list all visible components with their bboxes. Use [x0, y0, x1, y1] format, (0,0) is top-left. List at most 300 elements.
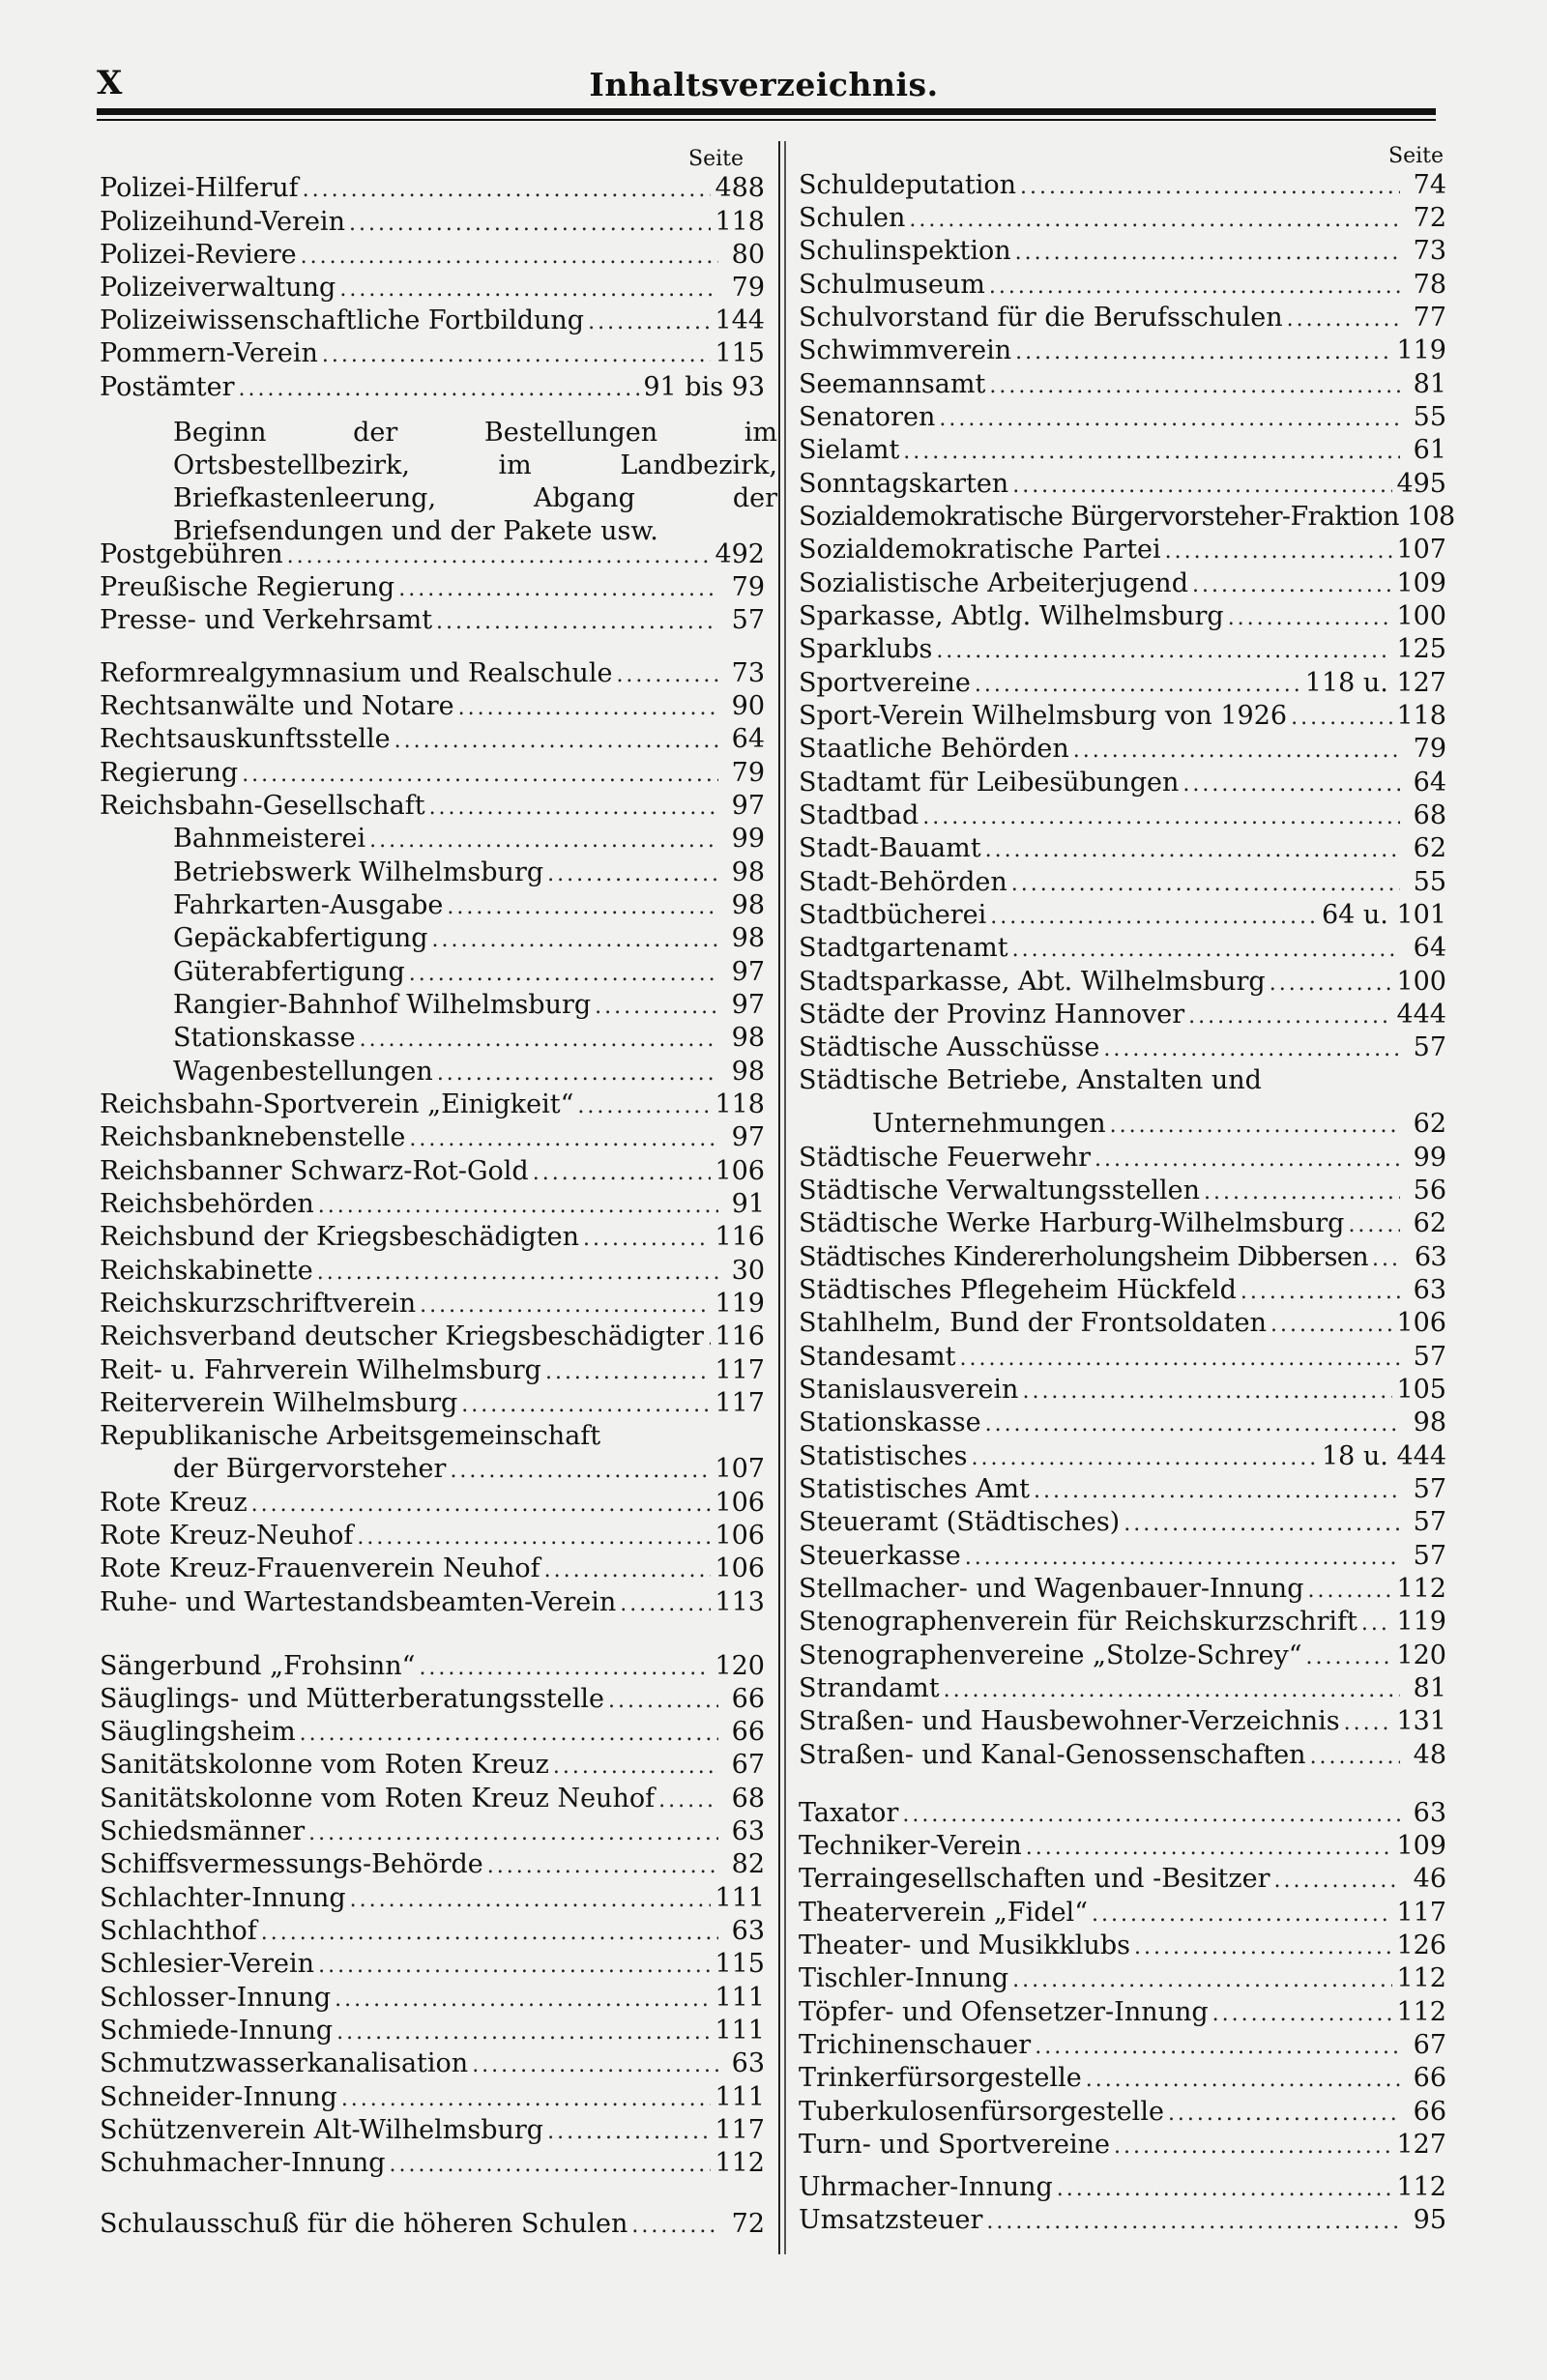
index-entry: [100, 1453, 765, 1486]
leader-dots: [1310, 1741, 1400, 1774]
index-entry: [799, 2171, 1446, 2204]
leader-dots: [369, 825, 718, 857]
leader-dots: [458, 692, 718, 725]
entry-label: Reichsbanknebenstelle: [100, 1122, 406, 1152]
header-rule-thin: [97, 119, 1436, 121]
entry-label: Reichskabinette: [100, 1256, 313, 1286]
index-entry: [100, 889, 765, 922]
leader-dots: [1344, 1707, 1393, 1740]
index-entry: [799, 2029, 1446, 2062]
entry-label: Reformrealgymnasium und Realschule: [100, 658, 613, 688]
leader-dots: [390, 2149, 712, 2182]
entry-label: Steueramt (Städtisches): [799, 1507, 1121, 1537]
index-entry: [100, 1520, 765, 1553]
leader-dots: [436, 606, 718, 639]
index-entry: [799, 1930, 1446, 1962]
entry-label: Stadtamt für Leibesübungen: [799, 768, 1180, 798]
entry-label: Schulinspektion: [799, 236, 1011, 266]
entry-page: 63: [1414, 1242, 1446, 1272]
entry-label: Terraingesellschaften und -Besitzer: [799, 1864, 1270, 1894]
leader-dots: [960, 1343, 1400, 1376]
entry-label: Schlachter-Innung: [100, 1883, 346, 1913]
entry-label: Stanislausverein: [799, 1375, 1019, 1405]
leader-dots: [1020, 171, 1400, 204]
leader-dots: [1015, 336, 1392, 369]
leader-dots: [238, 373, 639, 406]
entry-page: 107: [1396, 535, 1446, 565]
leader-dots: [1270, 968, 1393, 1001]
leader-dots: [1241, 1276, 1400, 1309]
entry-page: 488: [715, 173, 765, 203]
index-entry: [799, 899, 1446, 932]
entry-page: 106: [1396, 1308, 1446, 1338]
entry-label: Rangier-Bahnhof Wilhelmsburg: [173, 990, 592, 1020]
index-entry: [799, 999, 1446, 1031]
index-entry: [100, 989, 765, 1022]
leader-dots: [1228, 602, 1393, 635]
entry-label: Sozialdemokratische Bürgervorsteher-Fraktion: [799, 502, 1399, 532]
entry-page: 100: [1396, 601, 1446, 631]
entry-page: 127: [1396, 2130, 1446, 2160]
entry-page: 74: [1413, 170, 1446, 200]
page-column-label-left: Seite: [688, 147, 744, 171]
index-entry: [100, 2047, 765, 2080]
entry-page: 63: [731, 2048, 765, 2078]
index-entry: [799, 1797, 1446, 1830]
leader-dots: [1110, 1110, 1400, 1143]
entry-page: 78: [1413, 270, 1446, 300]
leader-dots: [429, 792, 718, 825]
entry-label: Schuldeputation: [799, 170, 1017, 200]
entry-label: Säuglingsheim: [100, 1717, 296, 1747]
leader-dots: [318, 1950, 711, 1983]
leader-dots: [936, 635, 1392, 668]
index-entry: [799, 1863, 1446, 1896]
entry-page: 55: [1413, 402, 1446, 432]
entry-page: 80: [731, 240, 765, 270]
leader-dots: [317, 1257, 718, 1290]
entry-label: Unternehmungen: [872, 1109, 1106, 1139]
index-entry: [799, 966, 1446, 999]
leader-dots: [939, 403, 1400, 436]
entry-label: Städtische Ausschüsse: [799, 1032, 1100, 1062]
index-entry: [100, 1783, 765, 1815]
entry-label: Schulen: [799, 203, 906, 233]
entry-page: 91 bis 93: [643, 372, 765, 402]
entry-page: 111: [715, 2082, 765, 2112]
entry-label: Tuberkulosenfürsorgestelle: [799, 2097, 1164, 2127]
leader-dots: [1057, 2173, 1393, 2206]
index-entry: [799, 1540, 1446, 1573]
entry-label: Stationskasse: [799, 1408, 981, 1437]
leader-dots: [308, 1817, 718, 1850]
entry-label: Sparklubs: [799, 634, 933, 664]
leader-dots: [409, 1123, 718, 1156]
leader-dots: [1291, 702, 1392, 735]
entry-page: 98: [731, 923, 765, 953]
index-entry: [100, 1255, 765, 1288]
index-entry: [100, 1354, 765, 1387]
leader-dots: [350, 1884, 712, 1917]
leader-dots: [287, 540, 712, 573]
entry-page: 97: [731, 1122, 765, 1152]
index-entry: [100, 604, 765, 637]
entry-label: Städtisches Pflegeheim Hückfeld: [799, 1275, 1237, 1305]
index-entry: [799, 1640, 1446, 1672]
entry-page: 72: [731, 2209, 765, 2239]
entry-label: Schulvorstand für die Berufsschulen: [799, 303, 1283, 333]
entry-label: Wagenbestellungen: [173, 1057, 433, 1087]
entry-page: 106: [715, 1488, 765, 1518]
index-entry: [100, 206, 765, 239]
leader-dots: [322, 339, 712, 372]
entry-page: 444: [1396, 1000, 1446, 1030]
entry-page: 97: [731, 957, 765, 987]
entry-page: 57: [1413, 1474, 1446, 1504]
leader-dots: [487, 1850, 718, 1883]
entry-label: Sozialistische Arbeiterjugend: [799, 568, 1188, 598]
entry-label: Straßen- und Hausbewohner-Verzeichnis: [799, 1706, 1340, 1736]
leader-dots: [419, 1652, 711, 1685]
leader-dots: [1306, 1641, 1393, 1674]
entry-page: 117: [1396, 1898, 1446, 1928]
entry-page: 111: [715, 2016, 765, 2046]
entry-label: Umsatzsteuer: [799, 2205, 983, 2235]
entry-page: 111: [715, 1983, 765, 2013]
entry-label: Ruhe- und Wartestandsbeamten-Verein: [100, 1587, 617, 1617]
leader-dots: [1134, 1931, 1392, 1964]
entry-label: Stadtsparkasse, Abt. Wilhelmsburg: [799, 967, 1266, 997]
entry-page: 118: [1396, 701, 1446, 731]
index-entry: [799, 1473, 1446, 1506]
index-entry: [100, 1815, 765, 1848]
entry-page: 91: [731, 1189, 765, 1219]
leader-dots: [547, 2116, 711, 2149]
leader-dots: [708, 1322, 712, 1355]
index-entry: [799, 733, 1446, 766]
entry-label: Reiterverein Wilhelmsburg: [100, 1388, 458, 1418]
index-entry: [799, 1407, 1446, 1439]
entry-label: Polizeihund-Verein: [100, 207, 345, 237]
entry-label: Schlosser-Innung: [100, 1983, 332, 2013]
entry-label: Republikanische Arbeitsgemeinschaft: [100, 1421, 601, 1451]
entry-page: 64: [1413, 933, 1446, 963]
index-entry: [100, 657, 765, 690]
entry-label: Trichinenschauer: [799, 2030, 1032, 2060]
index-entry: [100, 790, 765, 823]
entry-page: 68: [1413, 800, 1446, 830]
index-entry: [799, 1996, 1446, 2029]
entry-page: 118 u. 127: [1304, 668, 1446, 698]
entry-page: 62: [1413, 1109, 1446, 1139]
index-entry: [799, 1506, 1446, 1539]
leader-dots: [985, 1408, 1400, 1441]
entry-label: Reit- u. Fahrverein Wilhelmsburg: [100, 1355, 541, 1385]
index-entry: [799, 401, 1446, 434]
entry-label: Sanitätskolonne vom Roten Kreuz Neuhof: [100, 1784, 656, 1814]
entry-page: 106: [715, 1521, 765, 1551]
entry-page: 107: [715, 1454, 765, 1484]
leader-dots: [409, 958, 718, 991]
entry-label: Schlachthof: [100, 1916, 257, 1946]
index-entry: [100, 371, 765, 404]
entry-page: 57: [1413, 1342, 1446, 1372]
entry-page: 112: [715, 2148, 765, 2178]
entry-page: 67: [731, 1750, 765, 1780]
index-entry: [100, 1848, 765, 1881]
entry-page: 77: [1413, 303, 1446, 333]
index-entry: [100, 1948, 765, 1981]
entry-label: Rote Kreuz: [100, 1488, 248, 1518]
index-entry: [799, 767, 1446, 799]
index-entry: [799, 501, 1455, 534]
index-entry: [100, 922, 765, 955]
leader-dots: [1095, 1144, 1400, 1176]
index-entry: [100, 1088, 765, 1121]
entry-label: Theaterverein „Fidel“: [799, 1898, 1088, 1928]
index-entry: [100, 1420, 765, 1453]
index-entry: [100, 757, 765, 790]
index-entry: [100, 1056, 765, 1088]
index-entry: [100, 1321, 765, 1353]
entry-page: 106: [715, 1156, 765, 1186]
entry-label: Schiffsvermessungs-Behörde: [100, 1849, 483, 1879]
entry-page: 79: [1413, 734, 1446, 764]
index-entry: [100, 1022, 765, 1055]
entry-page: 79: [731, 273, 765, 303]
entry-label: Rechtsauskunftsstelle: [100, 724, 391, 754]
entry-page: 66: [1413, 2097, 1446, 2127]
entry-label: Postgebühren: [100, 539, 283, 569]
index-entry: [100, 1487, 765, 1520]
entry-label: Polizeiwissenschaftliche Fortbildung: [100, 305, 585, 335]
entry-label: Betriebswerk Wilhelmsburg: [173, 857, 544, 887]
leader-dots: [242, 759, 718, 792]
index-entry: [799, 269, 1446, 302]
leader-dots: [1188, 1001, 1392, 1033]
entry-page: 81: [1413, 1673, 1446, 1703]
leader-dots: [1011, 868, 1400, 901]
index-entry: [799, 1064, 1446, 1097]
entry-page: 67: [1413, 2030, 1446, 2060]
leader-dots: [461, 1389, 711, 1422]
entry-page: 112: [1396, 1574, 1446, 1604]
entry-page: 64: [731, 724, 765, 754]
entry-label: Schlesier-Verein: [100, 1949, 315, 1979]
leader-dots: [1073, 735, 1400, 768]
entry-label: Preußische Regierung: [100, 572, 395, 602]
entry-label: Stationskasse: [173, 1023, 356, 1053]
leader-dots: [553, 1751, 718, 1784]
entry-label: Städtische Verwaltungsstellen: [799, 1175, 1200, 1205]
entry-page: 57: [731, 605, 765, 635]
entry-page: 120: [715, 1651, 765, 1681]
entry-page: 64 u. 101: [1321, 900, 1446, 930]
leader-dots: [357, 1522, 711, 1554]
entry-label: Taxator: [799, 1798, 899, 1828]
index-entry: [100, 571, 765, 604]
entry-label: Presse- und Verkehrsamt: [100, 605, 433, 635]
entry-page: 119: [715, 1289, 765, 1319]
entry-page: 66: [1413, 2063, 1446, 2093]
entry-page: 495: [1396, 469, 1446, 499]
entry-label: der Bürgervorsteher: [173, 1454, 447, 1484]
index-entry: [799, 1108, 1446, 1141]
leader-dots: [1212, 1998, 1393, 2031]
entry-label: Gepäckabfertigung: [173, 923, 428, 953]
leader-dots: [420, 1290, 711, 1322]
entry-label: Stadtbücherei: [799, 900, 987, 930]
index-entry: [799, 600, 1446, 633]
index-entry: [799, 368, 1446, 401]
entry-label: Schmutzwasserkanalisation: [100, 2048, 469, 2078]
entry-label: Standesamt: [799, 1342, 956, 1372]
leader-dots: [349, 208, 711, 241]
entry-page: 125: [1396, 634, 1446, 664]
entry-label: Reichsverband deutscher Kriegsbeschädigter: [100, 1321, 704, 1351]
entry-label: Schützenverein Alt-Wilhelmsburg: [100, 2115, 544, 2145]
entry-page: 62: [1413, 1208, 1446, 1238]
entry-page: 30: [731, 1256, 765, 1286]
entry-label: Sanitätskolonne vom Roten Kreuz: [100, 1750, 549, 1780]
leader-dots: [1165, 536, 1393, 568]
index-entry: [100, 2208, 765, 2241]
entry-label: Techniker-Verein: [799, 1831, 1022, 1861]
entry-page: 66: [731, 1684, 765, 1714]
entry-label: Säuglings- und Mütterberatungsstelle: [100, 1684, 605, 1714]
index-entry: [100, 1288, 765, 1321]
index-entry: [100, 538, 765, 571]
index-entry: [799, 1241, 1446, 1274]
index-entry: [799, 1175, 1446, 1207]
leader-dots: [398, 573, 718, 606]
index-entry: [799, 1672, 1446, 1705]
entry-label: Regierung: [100, 758, 239, 788]
entry-label: Städte der Provinz Hannover: [799, 1000, 1185, 1030]
entry-page: 63: [731, 1816, 765, 1846]
leader-dots: [447, 891, 718, 924]
entry-page: 56: [1413, 1175, 1446, 1205]
index-entry: [799, 169, 1446, 202]
leader-dots: [1012, 934, 1400, 967]
index-entry: [799, 2129, 1446, 2162]
index-entry: [100, 2114, 765, 2147]
entry-page: 108: [1406, 502, 1455, 532]
leader-dots: [1026, 1832, 1393, 1865]
entry-page: 61: [1413, 435, 1446, 465]
leader-dots: [1168, 2098, 1400, 2131]
entry-page: 112: [1396, 2172, 1446, 2202]
leader-dots: [545, 1356, 712, 1389]
entry-page: 109: [1396, 1831, 1446, 1861]
index-entry: [799, 2062, 1446, 2095]
leader-dots: [658, 1785, 718, 1817]
leader-dots: [1287, 304, 1400, 336]
index-entry: [100, 1716, 765, 1749]
leader-dots: [1092, 1899, 1392, 1931]
entry-page: 57: [1413, 1507, 1446, 1537]
entry-label: Reichsbahn-Sportverein „Einigkeit“: [100, 1089, 574, 1119]
index-entry: [100, 1387, 765, 1420]
leader-dots: [341, 2083, 712, 2116]
entry-page: 48: [1413, 1740, 1446, 1770]
entry-label: Schwimmverein: [799, 335, 1012, 365]
index-entry: [799, 633, 1446, 666]
index-entry: [799, 932, 1446, 965]
index-entry: [799, 1606, 1446, 1639]
entry-page: 113: [715, 1587, 765, 1617]
index-entry: [100, 305, 765, 337]
entry-page: 126: [1396, 1930, 1446, 1960]
entry-label: Sängerbund „Frohsinn“: [100, 1651, 416, 1681]
entry-page: 64: [1413, 768, 1446, 798]
leader-dots: [971, 1442, 1317, 1475]
leader-dots: [1124, 1508, 1400, 1541]
entry-label: Reichsbehörden: [100, 1189, 314, 1219]
entry-page: 115: [715, 1949, 765, 1979]
index-entry: [100, 2081, 765, 2114]
entry-label: Strandamt: [799, 1673, 940, 1703]
entry-label: Steuerkasse: [799, 1541, 961, 1571]
entry-label: Güterabfertigung: [173, 957, 405, 987]
column-divider-second: [784, 141, 786, 2254]
leader-dots: [336, 2017, 711, 2049]
leader-dots: [339, 274, 718, 306]
index-entry: [799, 1962, 1446, 1995]
entry-page: 120: [1396, 1640, 1446, 1670]
entry-page: 62: [1413, 833, 1446, 863]
index-entry: [799, 2204, 1446, 2237]
leader-dots: [335, 1984, 711, 2017]
leader-dots: [608, 1685, 718, 1718]
entry-page: 68: [731, 1784, 765, 1814]
entry-label: Tischler-Innung: [799, 1963, 1009, 1993]
entry-label: Rote Kreuz-Neuhof: [100, 1521, 354, 1551]
entry-label: Stenographenvereine „Stolze-Schrey“: [799, 1640, 1302, 1670]
entry-label: Reichsbahn-Gesellschaft: [100, 791, 425, 821]
leader-dots: [472, 2049, 718, 2082]
entry-label: Schulausschuß für die höheren Schulen: [100, 2209, 628, 2239]
entry-page: 79: [731, 572, 765, 602]
entry-label: Straßen- und Kanal-Genossenschaften: [799, 1740, 1306, 1770]
page-column-label-right: Seite: [1388, 144, 1444, 168]
entry-label: Stadtgartenamt: [799, 933, 1008, 963]
index-entry: [100, 2147, 765, 2180]
leader-dots: [251, 1489, 712, 1522]
index-entry: [100, 1221, 765, 1254]
index-entry: [100, 823, 765, 856]
entry-page: 63: [1413, 1798, 1446, 1828]
entry-label: Töpfer- und Ofensetzer-Innung: [799, 1997, 1209, 2027]
entry-label: Stahlhelm, Bund der Frontsoldaten: [799, 1308, 1267, 1338]
entry-page: 95: [1413, 2205, 1446, 2235]
leader-dots: [360, 1024, 718, 1057]
index-entry: [799, 1573, 1446, 1606]
entry-page: 116: [715, 1321, 765, 1351]
entry-label: Sielamt: [799, 435, 900, 465]
entry-page: 109: [1396, 568, 1446, 598]
entry-label: Städtisches Kindererholungsheim Dibbersen: [799, 1242, 1368, 1272]
index-entry: [799, 1207, 1446, 1240]
leader-dots: [965, 1542, 1400, 1575]
leader-dots: [1035, 2031, 1400, 2064]
entry-page: 144: [715, 305, 765, 335]
entry-label: Turn- und Sportvereine: [799, 2130, 1110, 2160]
leader-dots: [1204, 1176, 1400, 1209]
leader-dots: [588, 306, 711, 339]
column-divider: [778, 141, 780, 2254]
leader-dots: [547, 858, 718, 891]
